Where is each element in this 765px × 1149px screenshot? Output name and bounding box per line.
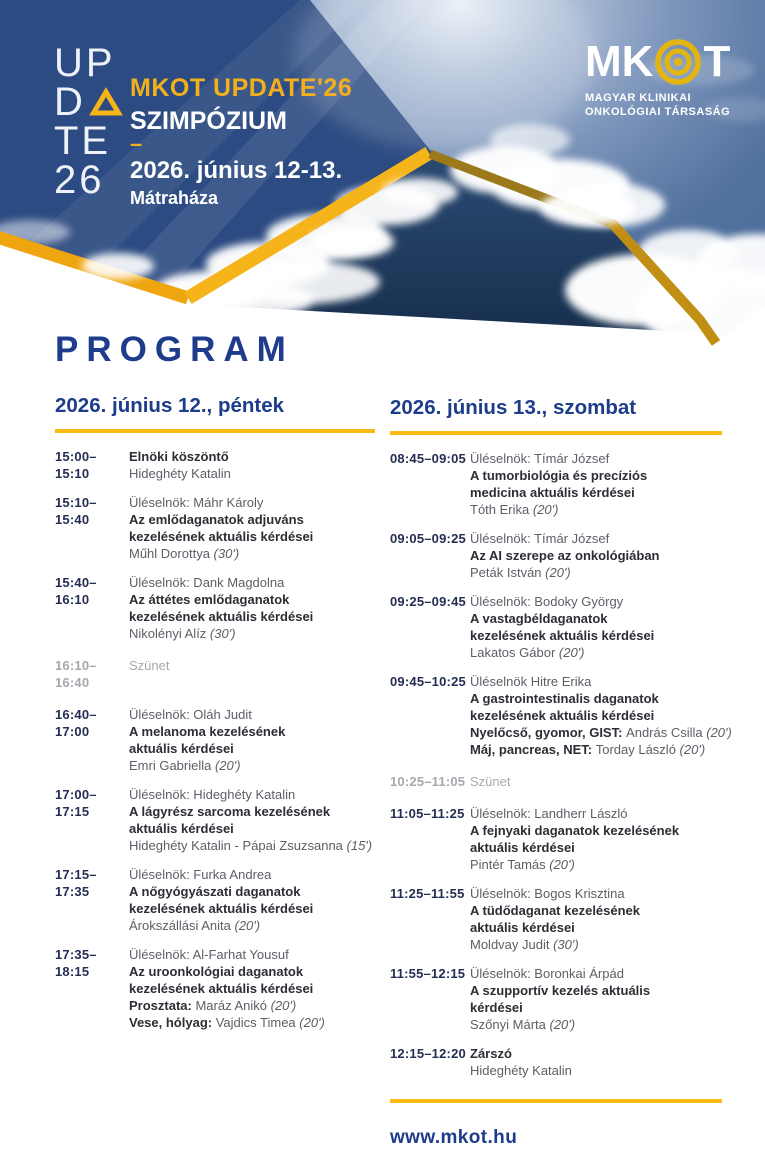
schedule-entry	[390, 773, 725, 790]
entry-line	[470, 1016, 725, 1033]
entry-time: 16:10–16:40	[55, 658, 97, 690]
yellow-divider	[390, 431, 722, 435]
entry-text-chair: Üléselnök: Tímár József	[470, 531, 610, 546]
entry-text-title: A tüdődaganat kezelésének	[470, 903, 641, 918]
entry-text-chair: Üléselnök: Hideghéty Katalin	[129, 787, 296, 802]
triangle-icon	[91, 89, 121, 116]
schedule-entry	[55, 494, 375, 562]
entry-line	[129, 997, 375, 1014]
entry-text-label: Nyelőcső, gyomor, GIST:	[470, 725, 627, 740]
update26-wordmark	[54, 41, 121, 202]
entry-text-title: A szupportív kezelés aktuális	[470, 983, 651, 998]
entry-body	[470, 805, 725, 873]
entry-text-dur: (20')	[549, 857, 575, 872]
schedule-entry	[55, 574, 375, 642]
entry-text-chair: Üléselnök: Tímár József	[470, 451, 610, 466]
logo-org-line1: MAGYAR KLINIKAI	[585, 92, 692, 104]
entry-body	[470, 1045, 725, 1079]
entry-text-break: Szünet	[470, 774, 511, 789]
entry-line	[129, 980, 375, 997]
entry-line	[129, 511, 375, 528]
website-link[interactable]: www.mkot.hu	[390, 1127, 518, 1148]
event-title-block	[130, 74, 352, 209]
entry-text-dur: (20')	[234, 918, 261, 933]
entry-line	[129, 545, 375, 562]
entry-line	[470, 450, 725, 467]
entry-text-title: kezelésének aktuális kérdései	[129, 609, 314, 624]
entry-body	[129, 706, 375, 774]
schedule-entry	[390, 530, 725, 581]
schedule-entry	[55, 946, 375, 1031]
schedule-entry	[55, 448, 375, 482]
entry-time: 09:05–09:25	[390, 531, 466, 546]
entry-text-dur: (30')	[209, 626, 236, 641]
schedule-entry	[55, 657, 375, 691]
entry-line	[470, 741, 725, 758]
entry-time: 15:10–15:40	[55, 495, 97, 527]
entry-text-dur: (20')	[679, 742, 706, 757]
entry-text-title: A tumorbiológia és precíziós	[470, 468, 648, 483]
entry-text-chair: Üléselnök: Bodoky György	[470, 594, 624, 609]
entry-text-title: A fejnyaki daganatok kezelésének	[470, 823, 680, 838]
entry-text-speaker: Hideghéty Katalin	[129, 466, 231, 481]
entry-list	[390, 450, 732, 1079]
entry-body	[129, 786, 375, 854]
entry-body	[129, 946, 375, 1031]
entry-text-title: kezelésének aktuális kérdései	[129, 901, 314, 916]
entry-text-chair: Üléselnök: Bogos Krisztina	[470, 886, 625, 901]
entry-line	[470, 839, 725, 856]
entry-body	[129, 574, 375, 642]
entry-text-title: A vastagbéldaganatok	[470, 611, 608, 626]
entry-line	[129, 883, 375, 900]
schedule-entry	[55, 866, 375, 934]
entry-body	[470, 773, 725, 790]
entry-text-title: Az áttétes emlődaganatok	[129, 592, 290, 607]
entry-line	[470, 707, 725, 724]
entry-line	[129, 786, 375, 803]
entry-line	[470, 936, 725, 953]
event-date: 2026. június 12-13.	[130, 157, 343, 184]
entry-line	[129, 528, 375, 545]
entry-line	[470, 467, 725, 484]
entry-text-speaker: Pintér Tamás	[470, 857, 550, 872]
entry-line	[470, 856, 725, 873]
program-heading: PROGRAM	[55, 330, 294, 369]
entry-line	[129, 963, 375, 980]
entry-text-speaker: Nikolényi Alíz	[129, 626, 210, 641]
entry-text-chair: Üléselnök Hitre Erika	[470, 674, 592, 689]
entry-text-speaker: Lakatos Gábor	[470, 645, 559, 660]
entry-body	[129, 448, 375, 482]
logo-org-line2: ONKOLÓGIAI TÁRSASÁG	[585, 105, 731, 118]
entry-text-break: Szünet	[129, 658, 170, 673]
entry-text-title: kezelésének aktuális kérdései	[470, 628, 655, 643]
entry-text-label: Prosztata:	[129, 998, 196, 1013]
bullseye-icon	[654, 38, 702, 86]
entry-text-speaker: Vajdics Timea	[215, 1015, 300, 1030]
entry-line	[470, 690, 725, 707]
entry-list	[55, 448, 375, 1031]
entry-text-dur: (20')	[532, 502, 559, 517]
entry-line	[470, 902, 725, 919]
schedule-entry	[390, 965, 725, 1033]
entry-text-chair: Üléselnök: Máhr Károly	[129, 495, 264, 510]
entry-time: 08:45–09:05	[390, 451, 466, 466]
event-subtitle: SZIMPÓZIUM	[130, 107, 287, 135]
entry-line	[129, 946, 375, 963]
entry-time: 17:35–18:15	[55, 947, 97, 979]
entry-line	[470, 644, 725, 661]
entry-line	[129, 917, 375, 934]
entry-line	[470, 610, 725, 627]
entry-body	[470, 673, 732, 758]
schedule-entry	[390, 450, 725, 518]
entry-line	[470, 1045, 725, 1062]
entry-body	[129, 866, 375, 934]
entry-text-speaker: Hideghéty Katalin	[470, 1063, 572, 1078]
entry-line	[129, 740, 375, 757]
entry-line	[129, 465, 375, 482]
entry-text-dur: (20')	[299, 1015, 325, 1030]
entry-text-title: Az AI szerepe az onkológiában	[470, 548, 660, 563]
entry-text-title: Zárszó	[470, 1046, 512, 1061]
schedule-entry	[55, 706, 375, 774]
entry-text-title: medicina aktuális kérdései	[470, 485, 635, 500]
entry-body	[129, 657, 375, 691]
entry-text-label: Máj, pancreas, NET:	[470, 742, 596, 757]
yellow-divider-footer	[390, 1099, 722, 1103]
yellow-divider	[55, 429, 375, 433]
entry-line	[470, 724, 732, 741]
entry-text-dur: (20')	[549, 1017, 576, 1032]
entry-text-speaker: Maráz Anikó	[195, 998, 271, 1013]
entry-text-speaker: Műhl Dorottya	[129, 546, 214, 561]
entry-line	[470, 919, 725, 936]
entry-line	[129, 591, 375, 608]
entry-line	[470, 547, 725, 564]
entry-text-speaker: András Csilla	[626, 725, 707, 740]
entry-text-speaker: Moldvay Judit	[470, 937, 554, 952]
wordmark-line: UP	[54, 41, 116, 85]
wordmark-line: TE	[54, 119, 112, 163]
entry-line	[470, 627, 725, 644]
entry-line	[470, 530, 725, 547]
entry-body	[470, 965, 725, 1033]
entry-time: 09:45–10:25	[390, 674, 466, 689]
entry-text-chair: Üléselnök: Furka Andrea	[129, 867, 272, 882]
entry-text-title: kezelésének aktuális kérdései	[129, 981, 314, 996]
entry-line	[129, 723, 375, 740]
entry-line	[129, 803, 375, 820]
day-heading-saturday: 2026. június 13., szombat	[390, 396, 637, 419]
entry-time: 09:25–09:45	[390, 594, 466, 609]
entry-time: 17:15–17:35	[55, 867, 97, 899]
entry-line	[129, 657, 375, 674]
entry-text-chair: Üléselnök: Oláh Judit	[129, 707, 252, 722]
mkot-logo	[585, 38, 730, 119]
entry-text-speaker: Árokszállási Anita	[129, 918, 235, 933]
entry-text-dur: (20')	[545, 565, 571, 580]
entry-line	[129, 837, 375, 854]
schedule-entry	[55, 786, 375, 854]
entry-line	[470, 982, 725, 999]
entry-line	[470, 965, 725, 982]
entry-text-speaker: Hideghéty Katalin - Pápai Zsuzsanna	[129, 838, 347, 853]
entry-line	[470, 673, 725, 690]
entry-text-dur: (30')	[213, 546, 240, 561]
schedule-entry	[390, 1045, 725, 1079]
entry-line	[129, 625, 375, 642]
entry-line	[470, 593, 725, 610]
entry-text-speaker: Tóth Erika	[470, 502, 533, 517]
entry-text-dur: (15')	[346, 838, 373, 853]
entry-time: 12:15–12:20	[390, 1046, 466, 1061]
schedule-entry	[390, 673, 732, 758]
entry-text-speaker: Emri Gabriella	[129, 758, 215, 773]
entry-line	[470, 501, 725, 518]
entry-text-dur: (20')	[270, 998, 297, 1013]
entry-time: 11:05–11:25	[390, 806, 465, 821]
entry-text-chair: Üléselnök: Boronkai Árpád	[470, 966, 624, 981]
entry-text-speaker: Torday László	[595, 742, 680, 757]
entry-text-title: aktuális kérdései	[470, 840, 575, 855]
entry-text-dur: (20')	[706, 725, 732, 740]
wordmark-line: D	[54, 80, 86, 124]
entry-line	[129, 706, 375, 723]
entry-line	[129, 608, 375, 625]
entry-body	[470, 530, 725, 581]
entry-text-title: A lágyrész sarcoma kezelésének	[129, 804, 331, 819]
program-column	[390, 394, 732, 1149]
entry-text-title: A nőgyógyászati daganatok	[129, 884, 301, 899]
entry-text-title: aktuális kérdései	[129, 741, 234, 756]
entry-text-chair: Üléselnök: Dank Magdolna	[129, 575, 285, 590]
entry-text-title: kérdései	[470, 1000, 523, 1015]
entry-line	[129, 757, 375, 774]
entry-text-title: aktuális kérdései	[129, 821, 234, 836]
entry-text-dur: (20')	[558, 645, 585, 660]
logo-text-right: T	[703, 37, 731, 86]
entry-text-title: kezelésének aktuális kérdései	[470, 708, 655, 723]
entry-line	[470, 773, 725, 790]
schedule-entry	[390, 885, 725, 953]
logo-text-left: MK	[585, 37, 654, 86]
entry-text-title: aktuális kérdései	[470, 920, 575, 935]
entry-text-title: A melanoma kezelésének	[129, 724, 286, 739]
entry-text-title: Elnöki köszöntő	[129, 449, 229, 464]
entry-body	[470, 450, 725, 518]
header-banner	[0, 0, 765, 348]
entry-text-title: Az uroonkológiai daganatok	[129, 964, 304, 979]
entry-line	[129, 494, 375, 511]
entry-time: 11:55–12:15	[390, 966, 466, 981]
entry-text-speaker: Peták István	[470, 565, 546, 580]
schedule-entry	[390, 805, 725, 873]
entry-text-label: Vese, hólyag:	[129, 1015, 216, 1030]
entry-text-dur: (20')	[214, 758, 241, 773]
entry-line	[470, 822, 725, 839]
entry-text-title: A gastrointestinalis daganatok	[470, 691, 659, 706]
entry-line	[129, 866, 375, 883]
entry-line	[470, 805, 725, 822]
entry-text-chair: Üléselnök: Landherr László	[470, 806, 628, 821]
event-title: MKOT UPDATE'26	[130, 74, 353, 102]
entry-text-dur: (30')	[553, 937, 579, 952]
entry-line	[129, 900, 375, 917]
entry-time: 11:25–11:55	[390, 886, 465, 901]
entry-text-speaker: Szőnyi Márta	[470, 1017, 550, 1032]
entry-text-title: kezelésének aktuális kérdései	[129, 529, 314, 544]
entry-line	[129, 574, 375, 591]
entry-line	[470, 885, 725, 902]
entry-line	[470, 1062, 725, 1079]
entry-body	[470, 885, 725, 953]
title-dash: –	[130, 131, 143, 156]
entry-line	[129, 820, 375, 837]
entry-time: 10:25–11:05	[390, 774, 466, 789]
entry-line	[470, 564, 725, 581]
entry-line	[129, 448, 375, 465]
entry-time: 15:00–15:10	[55, 449, 97, 481]
entry-line	[470, 999, 725, 1016]
entry-time: 16:40–17:00	[55, 707, 97, 739]
program-column	[55, 394, 375, 1043]
entry-body	[470, 593, 725, 661]
entry-body	[129, 494, 375, 562]
schedule-entry	[390, 593, 725, 661]
entry-time: 15:40–16:10	[55, 575, 97, 607]
wordmark-line: 26	[54, 158, 105, 202]
entry-text-chair: Üléselnök: Al-Farhat Yousuf	[129, 947, 289, 962]
entry-time: 17:00–17:15	[55, 787, 97, 819]
entry-line	[470, 484, 725, 501]
day-heading-friday: 2026. június 12., péntek	[55, 394, 285, 417]
entry-line	[129, 1014, 375, 1031]
entry-text-title: Az emlődaganatok adjuváns	[129, 512, 304, 527]
event-location: Mátraháza	[130, 188, 219, 208]
program-section	[0, 332, 765, 1149]
